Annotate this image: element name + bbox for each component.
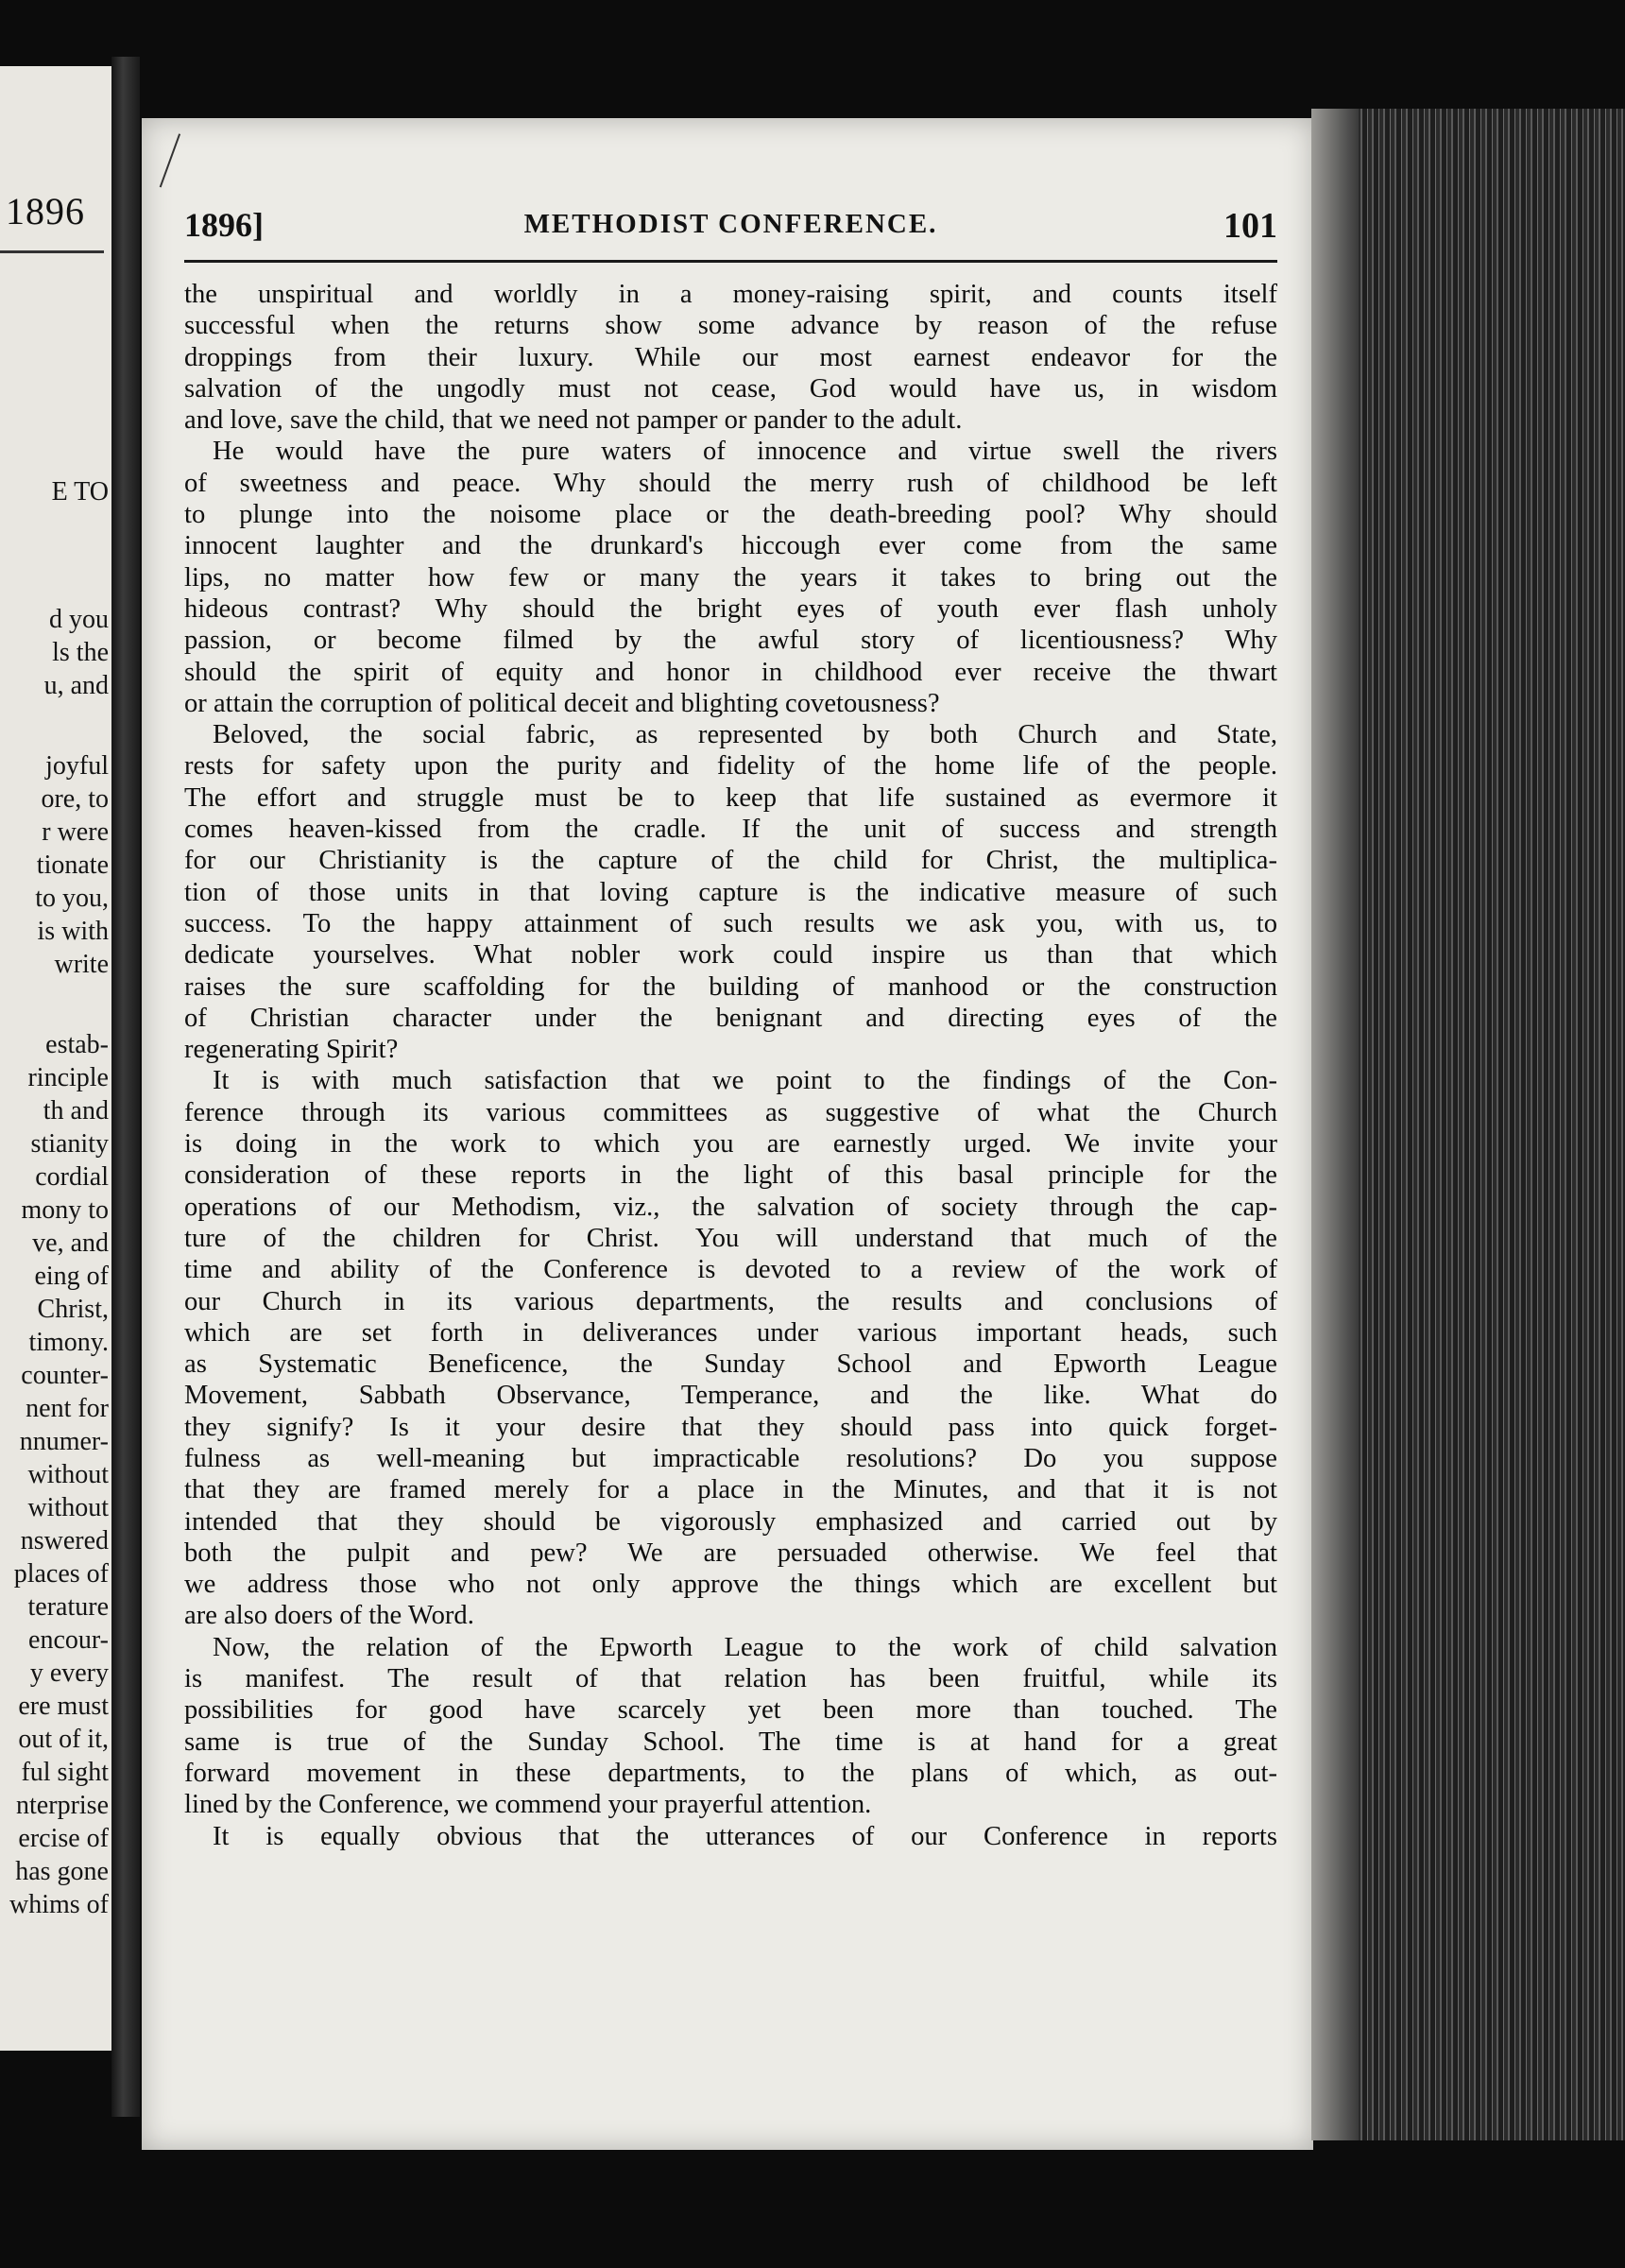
body-text bbox=[184, 279, 1277, 1852]
text-line: ference through its various committees as suggestive of what the Church bbox=[184, 1097, 1277, 1127]
book-page bbox=[142, 118, 1313, 2150]
facing-page-line: mony to bbox=[21, 1195, 109, 1225]
text-line: raises the sure scaffolding for the building of manhood or the construction bbox=[184, 971, 1277, 1002]
text-line: salvation of the ungodly must not cease, God would have us, in wisdom bbox=[184, 373, 1277, 404]
text-line: It is with much satisfaction that we point to the findings of the Con- bbox=[213, 1066, 1277, 1096]
text-line: It is equally obvious that the utterances of our Conference in reports bbox=[213, 1821, 1277, 1851]
pencil-mark bbox=[160, 133, 208, 197]
facing-page-line: without bbox=[27, 1460, 109, 1489]
text-line: we address those who not only approve the things which are excellent but bbox=[184, 1570, 1277, 1600]
text-line: they signify? Is it your desire that they should pass into quick forget- bbox=[184, 1412, 1277, 1442]
text-line: He would have the pure waters of innocence and virtue swell the rivers bbox=[213, 437, 1277, 467]
text-line: fulness as well-meaning but impracticable resolutions? Do you suppose bbox=[184, 1443, 1277, 1473]
text-line: of sweetness and peace. Why should the merry rush of childhood be left bbox=[184, 468, 1277, 498]
facing-page-line: ore, to bbox=[41, 784, 109, 814]
facing-page-line: estab- bbox=[45, 1030, 109, 1059]
text-line: operations of our Methodism, viz., the salvation of society through the cap- bbox=[184, 1192, 1277, 1222]
text-line: forward movement in these departments, to the plans of which, as out- bbox=[184, 1758, 1277, 1788]
facing-page-year: 1896 bbox=[6, 190, 85, 232]
facing-page-line: has gone bbox=[15, 1857, 109, 1886]
facing-page-line: cordial bbox=[35, 1162, 109, 1192]
facing-page-line: write bbox=[54, 950, 109, 979]
facing-page-line: ere must bbox=[18, 1692, 109, 1721]
text-line: which are set forth in deliverances under various important heads, such bbox=[184, 1317, 1277, 1348]
text-line: droppings from their luxury. While our most earnest endeavor for the bbox=[184, 342, 1277, 372]
facing-page-line: u, and bbox=[43, 671, 109, 700]
facing-page-line: eing of bbox=[34, 1262, 109, 1291]
facing-page-line: th and bbox=[43, 1096, 109, 1125]
text-line: dedicate yourselves. What nobler work could inspire us than that which bbox=[184, 940, 1277, 971]
text-line: for our Christianity is the capture of the child for Christ, the multiplica- bbox=[184, 846, 1277, 876]
text-line: lips, no matter how few or many the years it takes to bring out the bbox=[184, 562, 1277, 593]
book-gutter bbox=[111, 57, 140, 2117]
facing-page bbox=[0, 66, 118, 2051]
facing-page-line: tionate bbox=[36, 850, 109, 880]
text-line: ture of the children for Christ. You will understand that much of the bbox=[184, 1223, 1277, 1253]
text-line: and love, save the child, that we need not pamper or pander to the adult. bbox=[184, 405, 963, 436]
text-line: consideration of these reports in the light of this basal principle for the bbox=[184, 1160, 1277, 1191]
text-line: intended that they should be vigorously emphasized and carried out by bbox=[184, 1506, 1277, 1537]
page-edge-shade bbox=[1311, 109, 1359, 2140]
facing-page-line: ercise of bbox=[18, 1824, 109, 1853]
facing-page-line: whims of bbox=[9, 1890, 109, 1919]
facing-page-line: ve, and bbox=[32, 1228, 109, 1258]
text-line: hideous contrast? Why should the bright eyes of youth ever flash unholy bbox=[184, 593, 1277, 624]
header-rule bbox=[184, 260, 1277, 263]
page-number: 101 bbox=[1223, 206, 1277, 246]
facing-page-line: counter- bbox=[21, 1361, 109, 1390]
header-year: 1896] bbox=[184, 206, 264, 244]
text-line: is manifest. The result of that relation has been fruitful, while its bbox=[184, 1664, 1277, 1694]
facing-page-line: is with bbox=[37, 917, 109, 946]
text-line: innocent laughter and the drunkard's hiccough ever come from the same bbox=[184, 531, 1277, 561]
text-line: of Christian character under the benignant and directing eyes of the bbox=[184, 1003, 1277, 1033]
text-line: both the pulpit and pew? We are persuaded otherwise. We feel that bbox=[184, 1538, 1277, 1568]
facing-page-line: to you, bbox=[35, 884, 109, 913]
text-line: Beloved, the social fabric, as represented by both Church and State, bbox=[213, 720, 1277, 750]
facing-page-line: encour- bbox=[28, 1625, 109, 1655]
facing-page-line: Christ, bbox=[37, 1295, 109, 1324]
text-line: that they are framed merely for a place in the Minutes, and that it is not bbox=[184, 1475, 1277, 1505]
text-line: The effort and struggle must be to keep that life sustained as evermore it bbox=[184, 782, 1277, 813]
facing-page-line: ls the bbox=[52, 638, 109, 667]
facing-page-line: nterprise bbox=[16, 1791, 109, 1820]
facing-page-line: y every bbox=[29, 1658, 109, 1688]
running-header bbox=[184, 205, 1277, 252]
text-line: success. To the happy attainment of such results we ask you, with us, to bbox=[184, 908, 1277, 938]
facing-page-line: E TO bbox=[51, 477, 109, 507]
facing-page-line: rinciple bbox=[27, 1063, 109, 1092]
text-line: passion, or become filmed by the awful story of licentiousness? Why bbox=[184, 626, 1277, 656]
text-line: the unspiritual and worldly in a money-raising spirit, and counts itself bbox=[184, 280, 1277, 309]
text-line: Movement, Sabbath Observance, Temperance, and the like. What do bbox=[184, 1381, 1277, 1411]
facing-page-line: ful sight bbox=[21, 1758, 109, 1787]
text-line: successful when the returns show some advance by reason of the refuse bbox=[184, 311, 1277, 341]
facing-page-rule bbox=[0, 250, 104, 253]
facing-page-line: nent for bbox=[26, 1394, 109, 1423]
facing-page-line: timony. bbox=[28, 1328, 109, 1357]
facing-page-line: nswered bbox=[20, 1526, 109, 1555]
facing-page-line: out of it, bbox=[18, 1725, 109, 1754]
text-line: to plunge into the noisome place or the death-breeding pool? Why should bbox=[184, 500, 1277, 530]
text-line: should the spirit of equity and honor in childhood ever receive the thwart bbox=[184, 657, 1277, 687]
text-line: possibilities for good have scarcely yet been more than touched. The bbox=[184, 1695, 1277, 1726]
text-line: our Church in its various departments, the results and conclusions of bbox=[184, 1286, 1277, 1316]
facing-page-line: nnumer- bbox=[19, 1427, 109, 1456]
text-line: or attain the corruption of political deceit and blighting covetousness? bbox=[184, 688, 940, 718]
text-line: comes heaven-kissed from the cradle. If the unit of success and strength bbox=[184, 815, 1277, 845]
facing-page-line: r were bbox=[42, 817, 109, 847]
text-line: is doing in the work to which you are earnestly urged. We invite your bbox=[184, 1129, 1277, 1160]
facing-page-line: joyful bbox=[45, 751, 109, 781]
text-line: regenerating Spirit? bbox=[184, 1035, 399, 1065]
text-line: tion of those units in that loving capture is the indicative measure of such bbox=[184, 877, 1277, 907]
text-line: time and ability of the Conference is devoted to a review of the work of bbox=[184, 1255, 1277, 1285]
facing-page-line: places of bbox=[13, 1559, 109, 1589]
running-title: METHODIST CONFERENCE. bbox=[523, 209, 938, 239]
text-line: are also doers of the Word. bbox=[184, 1601, 474, 1631]
text-line: as Systematic Beneficence, the Sunday School and Epworth League bbox=[184, 1349, 1277, 1380]
text-line: Now, the relation of the Epworth League to the work of child salvation bbox=[213, 1632, 1277, 1662]
text-line: same is true of the Sunday School. The time is at hand for a great bbox=[184, 1727, 1277, 1757]
text-line: rests for safety upon the purity and fidelity of the home life of the people. bbox=[184, 751, 1277, 782]
facing-page-line: d you bbox=[49, 605, 109, 634]
facing-page-line: stianity bbox=[30, 1129, 109, 1159]
facing-page-line: terature bbox=[27, 1592, 109, 1622]
facing-page-line: without bbox=[27, 1493, 109, 1522]
text-line: lined by the Conference, we commend your prayerful attention. bbox=[184, 1790, 872, 1820]
